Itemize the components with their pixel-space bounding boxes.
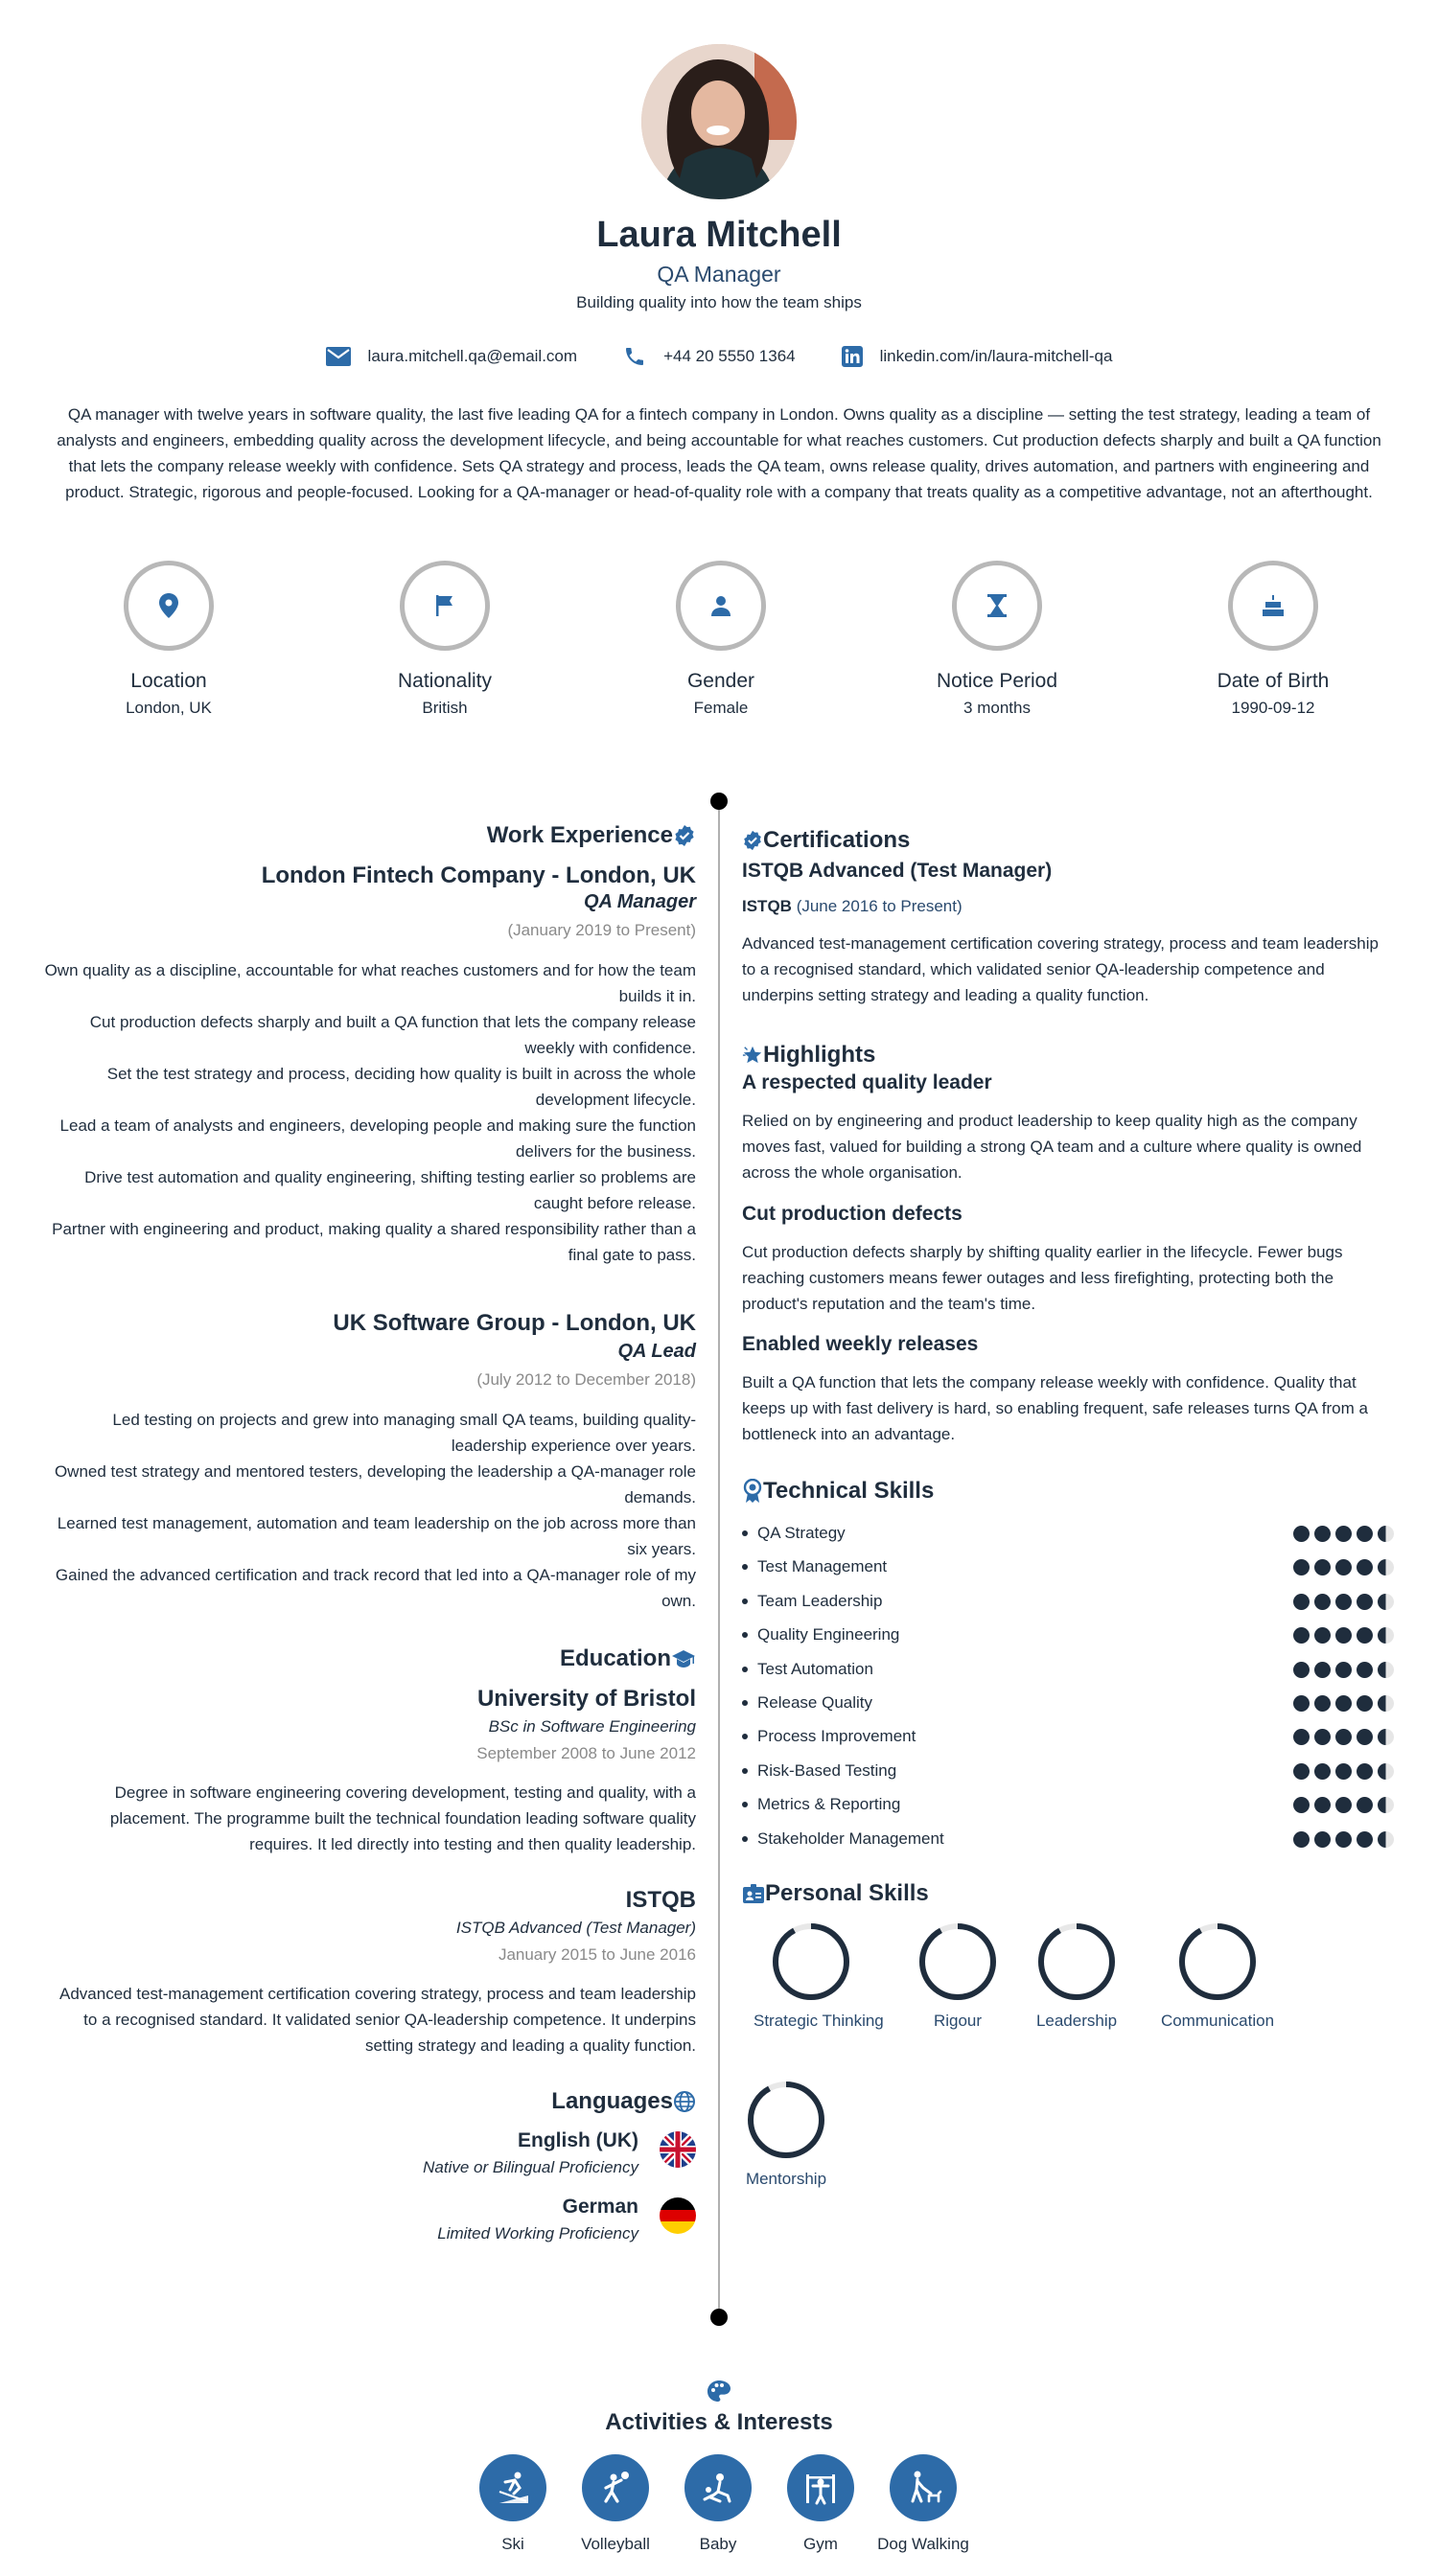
rating-dot (1314, 1526, 1331, 1542)
info-location (63, 561, 274, 718)
highlight-title: A respected quality leader (742, 1071, 992, 1093)
rating-dot (1357, 1831, 1373, 1848)
rating-dot (1314, 1797, 1331, 1813)
education-heading (560, 1645, 696, 1672)
interest-label: Ski (501, 2535, 524, 2553)
rating-dot (1357, 1729, 1373, 1745)
rating-dot (1314, 1559, 1331, 1576)
certification-meta (742, 897, 1394, 916)
info-value: British (422, 699, 468, 717)
ring-fill (776, 1926, 847, 1997)
personal-skill (900, 1921, 1015, 2031)
rating-dot (1335, 1695, 1352, 1712)
personal-skill (754, 1921, 884, 2031)
skill-name: Team Leadership (757, 1592, 883, 1610)
interest-label: Dog Walking (877, 2535, 969, 2553)
work-experience-title: Work Experience (486, 822, 673, 848)
info-label: Notice Period (936, 670, 1058, 692)
job-1-bullets (44, 957, 696, 1268)
info-nationality (339, 561, 550, 718)
interest-dog-walking (875, 2454, 971, 2555)
skill-rating (1293, 1831, 1394, 1848)
rating-dot (1314, 1831, 1331, 1848)
skill-row (742, 1624, 1394, 1645)
interest-ski (465, 2454, 561, 2555)
rating-dot (1335, 1559, 1352, 1576)
bullet-dot (742, 1632, 748, 1638)
star-badge-icon (742, 1045, 763, 1066)
phone-text[interactable]: +44 20 5550 1364 (663, 347, 796, 365)
rating-dot (1293, 1662, 1310, 1678)
personal-skill-label: Mentorship (745, 2170, 827, 2188)
rating-dot (1378, 1627, 1394, 1644)
rating-dot (1335, 1627, 1352, 1644)
job-2-dates: (July 2012 to December 2018) (476, 1370, 696, 1389)
rating-dot (1293, 1695, 1310, 1712)
job-bullet: Gained the advanced certification and track record that led into a QA-manager role of my own. (55, 1566, 696, 1610)
language-item (423, 2129, 638, 2177)
skill-rating (1293, 1526, 1394, 1542)
personal-skill-label: Strategic Thinking (754, 2012, 884, 2030)
highlight-description: Relied on by engineering and product leadership to keep quality high as the company moves fast, valued for building a strong QA team and a culture where quality is owned across the whole organisation. (742, 1112, 1362, 1182)
award-ribbon-icon (742, 1479, 763, 1504)
personal-skill-label: Communication (1160, 2012, 1275, 2030)
rating-dot (1378, 1763, 1394, 1780)
language-level: Limited Working Proficiency (437, 2224, 638, 2242)
skill-name: Risk-Based Testing (757, 1761, 897, 1780)
education-2-degree: ISTQB Advanced (Test Manager) (455, 1919, 696, 1937)
hourglass-icon (987, 594, 1007, 617)
bullet-dot (742, 1802, 748, 1807)
info-label: Location (130, 670, 207, 692)
info-value: 3 months (963, 699, 1031, 717)
skill-row (742, 1726, 1394, 1747)
skill-row (742, 1828, 1394, 1850)
uk-flag-icon (660, 2131, 696, 2168)
volleyball-icon (596, 2469, 635, 2507)
skill-rating (1293, 1662, 1394, 1678)
highlights-heading (742, 1042, 1394, 1069)
job-2-organization: UK Software Group - London, UK (333, 1310, 696, 1336)
job-1-organization: London Fintech Company - London, UK (261, 862, 696, 888)
education-2-description: Advanced test-management certification covering strategy, process and team leadership to a recognised standard. It validated senior QA-leadership competence. It underpins setting strategy and leading a quality function. (59, 1985, 696, 2055)
rating-dot (1335, 1831, 1352, 1848)
personal-skills-title: Personal Skills (765, 1880, 929, 1906)
rating-dot (1314, 1763, 1331, 1780)
skill-row (742, 1692, 1394, 1714)
job-bullet: Cut production defects sharply and built a QA function that lets the company release weekly with confidence. (89, 1013, 696, 1057)
skill-rating (1293, 1797, 1394, 1813)
id-badge-icon (742, 1883, 765, 1904)
rating-dot (1357, 1763, 1373, 1780)
highlight-title: Cut production defects (742, 1203, 963, 1225)
job-2-bullets (44, 1407, 696, 1614)
ring-fill (751, 2084, 822, 2155)
certification-issuer: ISTQB (742, 897, 792, 915)
info-notice-period (892, 561, 1102, 718)
education-2-dates: January 2015 to June 2016 (498, 1945, 696, 1964)
personal-info-row (0, 561, 1438, 724)
languages-title: Languages (551, 2088, 673, 2114)
language-item (437, 2196, 638, 2243)
rating-dot (1293, 1763, 1310, 1780)
graduation-cap-icon (671, 1648, 696, 1669)
personal-skills-heading (742, 1880, 1394, 1907)
certifications-title: Certifications (763, 827, 911, 853)
languages-heading (551, 2088, 696, 2115)
phone-contact[interactable] (623, 345, 796, 368)
skill-row (742, 1523, 1394, 1544)
rating-dot (1293, 1797, 1310, 1813)
skill-name: Metrics & Reporting (757, 1795, 901, 1813)
rating-dot (1335, 1729, 1352, 1745)
interest-gym (773, 2454, 869, 2555)
personal-skill-label: Rigour (933, 2012, 983, 2030)
rating-dot (1378, 1662, 1394, 1678)
rating-dot (1357, 1559, 1373, 1576)
dog-walking-icon (904, 2469, 942, 2507)
rating-dot (1335, 1797, 1352, 1813)
language-name: English (UK) (518, 2129, 638, 2151)
skill-rating (1293, 1559, 1394, 1576)
education-1-description: Degree in software engineering covering development, testing and quality, with a placement. The programme built the technical foundation leading software quality requires. It led directly into testing and then quality leadership. (109, 1783, 696, 1853)
ski-icon (494, 2469, 532, 2507)
rating-dot (1314, 1662, 1331, 1678)
bullet-dot (742, 1734, 748, 1739)
linkedin-contact[interactable] (842, 345, 1113, 368)
info-label: Nationality (397, 670, 493, 692)
candidate-name: Laura Mitchell (596, 215, 842, 255)
rating-dot (1378, 1559, 1394, 1576)
rating-dot (1293, 1559, 1310, 1576)
rating-dot (1293, 1831, 1310, 1848)
gym-icon (801, 2469, 840, 2507)
skill-rating (1293, 1627, 1394, 1644)
verified-badge-icon (673, 824, 696, 847)
baby-icon (699, 2469, 737, 2507)
certification-dates: (June 2016 to Present) (796, 897, 963, 915)
skill-rating (1293, 1729, 1394, 1745)
rating-dot (1357, 1695, 1373, 1712)
rating-dot (1378, 1729, 1394, 1745)
job-1-dates: (January 2019 to Present) (507, 921, 696, 939)
certifications-heading (742, 827, 1394, 854)
skill-row (742, 1556, 1394, 1577)
interest-volleyball (568, 2454, 663, 2555)
personal-skill (729, 2080, 844, 2189)
info-date-of-birth (1168, 561, 1379, 718)
rating-dot (1357, 1526, 1373, 1542)
ring-fill (922, 1926, 993, 1997)
rating-dot (1314, 1695, 1331, 1712)
info-value: London, UK (126, 699, 212, 717)
rating-dot (1378, 1594, 1394, 1610)
rating-dot (1378, 1526, 1394, 1542)
certificate-badge-icon (742, 830, 763, 851)
skill-rating (1293, 1594, 1394, 1610)
profile-photo (641, 44, 797, 199)
rating-dot (1314, 1627, 1331, 1644)
rating-dot (1378, 1831, 1394, 1848)
profile-summary: QA manager with twelve years in software quality, the last five leading QA for a fintech company in London. Owns quality as a discipline — setting the test strategy, leading a team of analysts and engineers, embedding quality across the development lifecycle, and being accountable for what reaches customers. Cut production defects sharply and built a QA function that lets the company release weekly with confidence. Sets QA strategy and process, leads the QA team, owns release quality, drives automation, and partners with engineering and product. Strategic, rigorous and people-focused. Looking for a QA-manager or head-of-quality role with a company that treats quality as a competitive advantage, not an afterthought. (57, 405, 1381, 501)
interests-title: Activities & Interests (605, 2409, 833, 2435)
skill-rating (1293, 1695, 1394, 1712)
timeline-dot-top (710, 793, 728, 810)
flag-icon (434, 594, 455, 617)
education-1-dates: September 2008 to June 2012 (476, 1744, 696, 1762)
bullet-dot (742, 1700, 748, 1706)
certification-description: Advanced test-management certification covering strategy, process and team leadership to a recognised standard, which validated senior QA-leadership competence and underpins setting strategy and leading a quality function. (742, 934, 1379, 1004)
language-name: German (562, 2196, 638, 2218)
highlights-title: Highlights (763, 1042, 876, 1068)
rating-dot (1357, 1797, 1373, 1813)
education-2-organization: ISTQB (625, 1887, 696, 1913)
linkedin-icon (842, 346, 863, 367)
rating-dot (1293, 1627, 1310, 1644)
rating-dot (1357, 1662, 1373, 1678)
palette-icon (707, 2380, 731, 2404)
education-1-organization: University of Bristol (476, 1686, 696, 1712)
job-bullet: Drive test automation and quality engineering, shifting testing earlier so problems are caught before release. (84, 1168, 696, 1212)
ring-fill (1182, 1926, 1253, 1997)
rating-dot (1378, 1797, 1394, 1813)
language-level: Native or Bilingual Proficiency (423, 2158, 638, 2176)
ring-fill (1041, 1926, 1112, 1997)
rating-dot (1335, 1526, 1352, 1542)
highlight-title: Enabled weekly releases (742, 1333, 979, 1355)
skill-progress-ring (1036, 1921, 1117, 2002)
rating-dot (1378, 1695, 1394, 1712)
bullet-dot (742, 1768, 748, 1774)
cake-icon (1262, 594, 1285, 617)
skill-name: Quality Engineering (757, 1625, 900, 1644)
bullet-dot (742, 1667, 748, 1672)
contact-bar (0, 345, 1438, 368)
job-1-role: QA Manager (583, 891, 696, 912)
job-bullet: Partner with engineering and product, making quality a shared responsibility rather than a final gate to pass. (52, 1220, 696, 1264)
info-label: Date of Birth (1217, 670, 1330, 692)
personal-skill-label: Leadership (1035, 2012, 1118, 2030)
job-bullet: Own quality as a discipline, accountable for what reaches customers and for how the team builds it in. (44, 961, 696, 1005)
interest-label: Baby (699, 2535, 737, 2553)
skill-progress-ring (746, 2080, 826, 2160)
rating-dot (1335, 1763, 1352, 1780)
info-value: 1990-09-12 (1231, 699, 1315, 717)
skill-progress-ring (771, 1921, 851, 2002)
interest-label: Volleyball (581, 2535, 650, 2553)
skill-name: Stakeholder Management (757, 1829, 944, 1848)
germany-flag-icon (660, 2197, 696, 2234)
timeline-dot-bottom (710, 2309, 728, 2326)
location-icon (158, 593, 179, 618)
technical-skills-title: Technical Skills (763, 1478, 935, 1504)
email-contact[interactable] (326, 345, 578, 368)
bullet-dot (742, 1530, 748, 1536)
job-bullet: Learned test management, automation and team leadership on the job across more than six years. (57, 1514, 696, 1558)
job-bullet: Led testing on projects and grew into managing small QA teams, building quality-leadership experience over years. (112, 1411, 696, 1455)
rating-dot (1357, 1627, 1373, 1644)
highlight-description: Built a QA function that lets the company release weekly with confidence. Quality that keeps up with fast delivery is hard, so enabling frequent, safe releases turns QA from a bottleneck into an advantage. (742, 1373, 1368, 1443)
education-1-degree: BSc in Software Engineering (488, 1717, 696, 1736)
education-title: Education (559, 1645, 671, 1671)
skill-progress-ring (1177, 1921, 1258, 2002)
tagline: Building quality into how the team ships (576, 293, 862, 311)
linkedin-text[interactable]: linkedin.com/in/laura-mitchell-qa (879, 347, 1113, 365)
interest-label: Gym (803, 2535, 838, 2553)
skill-name: Process Improvement (757, 1727, 916, 1745)
bullet-dot (742, 1564, 748, 1570)
skill-row (742, 1591, 1394, 1612)
skill-name: Test Management (757, 1557, 888, 1576)
rating-dot (1293, 1729, 1310, 1745)
phone-icon (623, 345, 646, 368)
skill-row (742, 1760, 1394, 1782)
personal-skill (1160, 1921, 1275, 2031)
rating-dot (1314, 1729, 1331, 1745)
info-value: Female (693, 699, 749, 717)
skill-rating (1293, 1763, 1394, 1780)
technical-skills-heading (742, 1478, 1394, 1505)
skill-name: Test Automation (757, 1660, 873, 1678)
job-bullet: Lead a team of analysts and engineers, developing people and making sure the function delivers for the business. (59, 1116, 696, 1161)
skill-row (742, 1794, 1394, 1815)
bullet-dot (742, 1598, 748, 1604)
rating-dot (1335, 1594, 1352, 1610)
work-experience-heading (487, 822, 696, 849)
rating-dot (1293, 1526, 1310, 1542)
skill-name: Release Quality (757, 1693, 873, 1712)
job-bullet: Set the test strategy and process, deciding how quality is built in across the whole development lifecycle. (106, 1065, 696, 1109)
rating-dot (1357, 1594, 1373, 1610)
email-icon (326, 347, 351, 366)
person-icon (710, 595, 731, 616)
highlight-description: Cut production defects sharply by shifting quality earlier in the lifecycle. Fewer bugs reaching customers means fewer outages and less firefighting, protecting both the product's reputation and the team's time. (742, 1243, 1343, 1313)
job-bullet: Owned test strategy and mentored testers, developing the leadership a QA-manager role demands. (54, 1462, 696, 1506)
job-title: QA Manager (657, 262, 781, 287)
globe-icon (673, 2090, 696, 2113)
job-2-role: QA Lead (617, 1341, 696, 1362)
bullet-dot (742, 1836, 748, 1842)
info-gender (615, 561, 826, 718)
rating-dot (1314, 1594, 1331, 1610)
skill-name: QA Strategy (757, 1524, 846, 1542)
rating-dot (1335, 1662, 1352, 1678)
certification-name: ISTQB Advanced (Test Manager) (742, 860, 1053, 882)
skill-progress-ring (917, 1921, 998, 2002)
timeline-line (718, 801, 720, 2317)
personal-skill (1019, 1921, 1134, 2031)
email-text[interactable]: laura.mitchell.qa@email.com (367, 347, 578, 365)
rating-dot (1293, 1594, 1310, 1610)
info-label: Gender (686, 670, 755, 692)
interest-baby (670, 2454, 766, 2555)
skill-row (742, 1659, 1394, 1680)
